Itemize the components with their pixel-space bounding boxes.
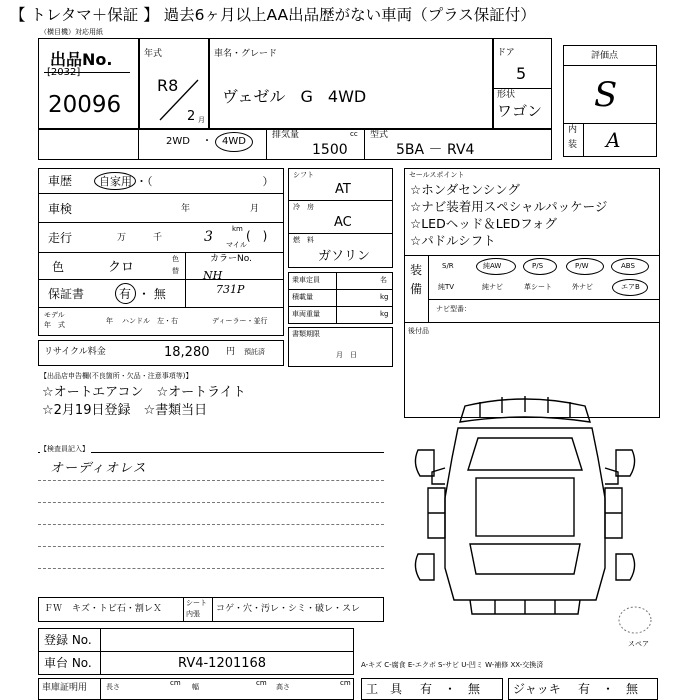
interior-label-1: 内: [568, 125, 578, 135]
equip-abs: ABS: [621, 262, 635, 270]
color-label: 色: [52, 260, 65, 274]
interior-label-2: 装: [568, 140, 578, 150]
displacement-label: 排気量: [272, 130, 300, 140]
mileage-mile: マイル: [226, 241, 247, 249]
fuel-label: 燃 料: [293, 236, 314, 244]
jack-label: ジャッキ: [513, 682, 561, 696]
history-paren: ・（ ）: [136, 175, 274, 188]
inspector-label: 【検査員記入】: [40, 445, 89, 453]
recycle-unit: 円: [226, 347, 236, 357]
spare-tire-icon: [615, 604, 655, 640]
equip-sr: S/R: [442, 262, 454, 270]
sales-point-3: ☆LEDヘッド＆LEDフォグ: [410, 216, 558, 231]
equip-leather: 革シート: [524, 283, 552, 291]
inspection-month: 月: [250, 204, 260, 214]
chassis-value: RV4-1201168: [178, 656, 267, 671]
load-unit: kg: [380, 293, 389, 301]
year-era: R8: [157, 76, 179, 95]
lot-number: 20096: [48, 92, 122, 118]
color-change-1: 色: [172, 255, 179, 263]
seat-items: コゲ・穴・汚レ・シミ・破レ・スレ: [216, 604, 361, 614]
sales-point-2: ☆ナビ装着用スペシャルパッケージ: [410, 199, 608, 214]
model-value: 5BA － RV4: [396, 142, 475, 158]
equipment-label-1: 装: [410, 263, 423, 277]
lot-label: 出品No.: [50, 50, 113, 69]
year-label: 年式: [144, 49, 163, 59]
color-value: クロ: [108, 260, 135, 275]
jack-value: 有 ・ 無: [578, 682, 639, 696]
car-name-label: 車名・グレード: [214, 49, 278, 59]
history-value: 自家用: [99, 175, 132, 188]
model-row-label-1: モデル: [44, 311, 65, 319]
cert-height: 高さ: [276, 683, 290, 691]
cert-width-unit: cm: [256, 679, 267, 687]
docs-label: 書類期限: [292, 330, 320, 338]
capacity-label: 乗車定員: [292, 276, 320, 284]
cert-height-unit: cm: [340, 679, 351, 687]
mileage-value: 3: [204, 229, 213, 245]
grade-label: 評価点: [591, 51, 619, 61]
fw-items: キズ・トビ石・割レＸ: [72, 604, 162, 614]
model-row-label-2: 年 式: [44, 321, 65, 329]
shift-label: シフト: [293, 171, 314, 179]
equip-airbag: エアB: [621, 283, 640, 291]
header-banner: 【 トレタマ＋保証 】 過去6ヶ月以上AA出品歴がない車両（プラス保証付）: [10, 6, 536, 24]
year-month: 2: [187, 109, 196, 124]
warranty-yes: 有: [119, 287, 132, 301]
inspection-label: 車検: [48, 202, 73, 216]
mileage-label: 走行: [48, 231, 73, 245]
capacity-unit: 名: [380, 276, 387, 284]
sales-point-4: ☆パドルシフト: [410, 233, 496, 248]
fw-label: ＦＷ: [44, 604, 63, 614]
tools-value: 有 ・ 無: [420, 682, 481, 696]
equip-navi: 純ナビ: [482, 283, 503, 291]
chassis-label: 車台 No.: [44, 656, 92, 670]
model-label: 型式: [370, 130, 389, 140]
color-no-label: カラーNo.: [210, 254, 252, 264]
seat-label-1: シート: [186, 599, 207, 607]
aircon-value: AC: [334, 215, 352, 230]
cert-length-unit: cm: [170, 679, 181, 687]
equip-pw: P/W: [575, 262, 589, 270]
mileage-km: km: [232, 225, 243, 233]
sales-points-label: セールスポイント: [409, 171, 465, 179]
sales-point-1: ☆ホンダセンシング: [410, 182, 520, 197]
equipment-label-2: 備: [410, 282, 423, 296]
drive-4wd: 4WD: [222, 136, 246, 147]
car-diagram: [410, 388, 640, 628]
dealer-label: ディーラー・並行: [212, 317, 268, 325]
cert-label: 車庫証明用: [42, 683, 88, 693]
spare-label: スペア: [628, 640, 649, 648]
lot-stamp: [2032]: [47, 67, 81, 78]
docs-unit: 月 日: [336, 351, 357, 359]
small-top-note: （横目機）対応用紙: [40, 28, 103, 36]
displacement-value: 1500: [312, 142, 348, 158]
shape-label: 形状: [497, 90, 516, 100]
equip-ext-navi: 外ナビ: [572, 283, 593, 291]
warranty-label: 保証書: [48, 287, 85, 301]
warranty-no: ・ 無: [138, 287, 166, 301]
color-change-2: 替: [172, 267, 179, 275]
tools-label: 工 具: [366, 682, 403, 696]
history-label: 車歴: [48, 174, 73, 188]
color-no-1: NH: [203, 269, 223, 282]
aircon-label: 冷 房: [293, 203, 314, 211]
mileage-man: 万: [117, 233, 127, 243]
door-value: 5: [516, 64, 527, 83]
grade-score: S: [594, 75, 618, 115]
mileage-sen: 千: [153, 233, 163, 243]
damage-legend: A-キズ C-腐食 E-エクボ S-サビ U-凹ミ W-補修 XX-交換済: [361, 661, 544, 669]
shift-value: AT: [335, 182, 351, 197]
displacement-unit: cc: [350, 130, 358, 138]
year-month-unit: 月: [198, 116, 205, 124]
equip-ps: P/S: [532, 262, 544, 270]
load-label: 積載量: [292, 293, 313, 301]
cert-length: 長さ: [106, 683, 120, 691]
registration-label: 登録 No.: [44, 633, 92, 647]
car-name: ヴェゼル G 4WD: [222, 87, 367, 106]
recycle-deposit: 預託済: [244, 348, 265, 356]
recycle-label: リサイクル料金: [44, 347, 106, 357]
notes-line-1: ☆オートエアコン ☆オートライト: [42, 385, 246, 400]
color-no-2: 731P: [216, 283, 245, 296]
weight-label: 車両重量: [292, 310, 320, 318]
door-label: ドア: [497, 48, 515, 58]
weight-unit: kg: [380, 310, 389, 318]
equip-aw: 純AW: [483, 262, 502, 270]
notes-line-2: ☆2月19日登録 ☆書類当日: [42, 403, 208, 418]
cert-width: 幅: [192, 683, 199, 691]
equip-tv: 純TV: [438, 283, 455, 291]
inspection-year: 年: [181, 204, 191, 214]
handle-label: ハンドル 左・右: [122, 317, 178, 325]
drive-2wd: 2WD: [166, 136, 190, 147]
seat-label-2: 内張: [186, 610, 200, 618]
interior-grade: A: [606, 128, 621, 152]
model-row-year: 年: [106, 317, 113, 325]
notes-label: 【出品店申告欄(不良箇所・欠品・注意事項等)】: [40, 372, 193, 380]
aftermarket-label: 後付品: [408, 327, 429, 335]
inspector-text: オーディオレス: [50, 461, 147, 476]
fuel-value: ガソリン: [318, 249, 371, 264]
navi-model: ナビ型番：: [436, 305, 471, 313]
recycle-value: 18,280: [164, 345, 210, 360]
shape-value: ワゴン: [497, 102, 543, 120]
